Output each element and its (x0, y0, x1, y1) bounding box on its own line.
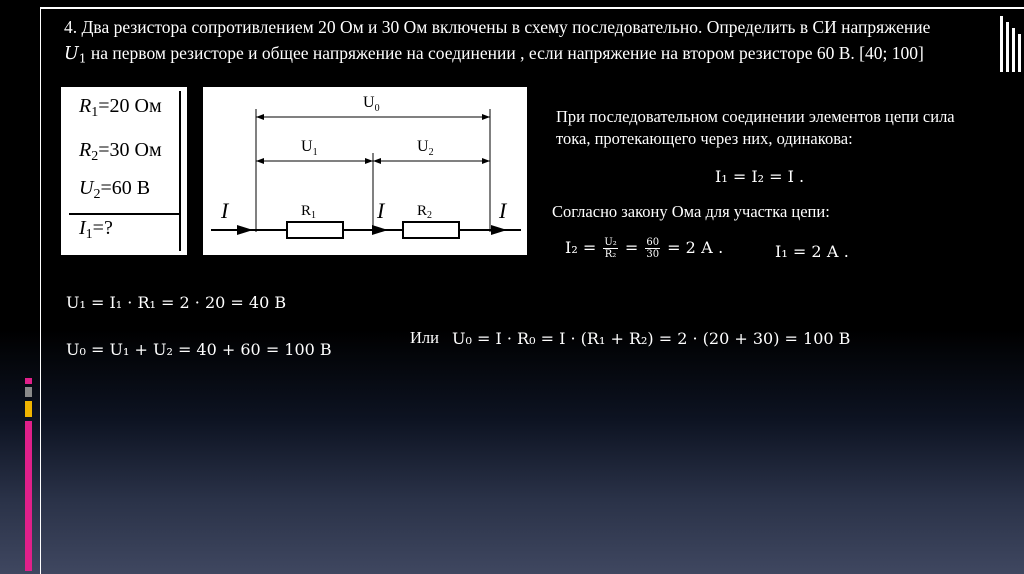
given-i1: $I_1=$? (79, 217, 113, 243)
equation-u0-alt: U₀ = I · R₀ = I · (R₁ + R₂) = 2 · (20 + 30) = 100 В (452, 329, 851, 348)
diagram-label-u0: $U_0$ (363, 94, 380, 114)
given-values-box (61, 87, 187, 255)
accent-bar-gray (25, 387, 32, 397)
given-r2: $R_2=30$ Ом (79, 139, 162, 165)
equation-u1: U₁ = I₁ · R₁ = 2 · 20 = 40 В (66, 293, 287, 312)
diagram-current-mid: I (377, 198, 385, 223)
equation-i2: I₂ = $\frac{\text{U₂}}{\text{R₂}}$ = $\frac{60}{30}$ = 2 А . (565, 237, 724, 260)
accent-bar-pink-long (25, 421, 32, 571)
given-r1: $R_1=20$ Ом (79, 95, 162, 121)
equation-i1: I₁ = 2 А . (775, 242, 849, 261)
accent-bar-yellow (25, 401, 32, 417)
problem-line-2: на первом резисторе и общее напряжение на соединении , если напряжение на втором резисторе 60 В. [40; 100] (86, 43, 924, 63)
top-rule (40, 7, 1024, 9)
fraction-60-30: $\frac{60}{30}$ (646, 237, 660, 260)
problem-statement (64, 14, 1024, 72)
fraction-u2-r2: $\frac{\text{U₂}}{\text{R₂}}$ (604, 237, 617, 260)
equation-currents-equal: I₁ = I₂ = I . (715, 167, 805, 186)
circuit-diagram (203, 87, 527, 255)
accent-bars (25, 378, 35, 571)
left-rule (40, 7, 41, 574)
diagram-label-u1: $U_1$ (301, 138, 318, 158)
diagram-label-u2: $U_2$ (417, 138, 434, 158)
diagram-label-r1: $R_1$ (301, 203, 317, 221)
diagram-current-left: I (221, 198, 229, 223)
diagram-current-right: I (499, 198, 507, 223)
equation-u0: U₀ = U₁ + U₂ = 40 + 60 = 100 В (66, 340, 332, 359)
given-side-line (179, 91, 181, 251)
given-divider (69, 213, 181, 215)
alt-word: Или (410, 328, 439, 347)
problem-line-1: 4. Два резистора сопротивлением 20 Ом и 30 Ом включены в схему последовательно. Определить в СИ напряжение (64, 17, 931, 37)
explanation-ohms-law: Согласно закону Ома для участка цепи: (552, 202, 830, 221)
given-u2: $U_2=60$ В (79, 177, 151, 203)
explanation-series-current: При последовательном соединении элементов цепи сила тока, протекающего через них, одинакова: (556, 107, 955, 148)
diagram-label-r2: $R_2$ (417, 203, 433, 221)
problem-variable: $U_1$ (64, 44, 87, 66)
